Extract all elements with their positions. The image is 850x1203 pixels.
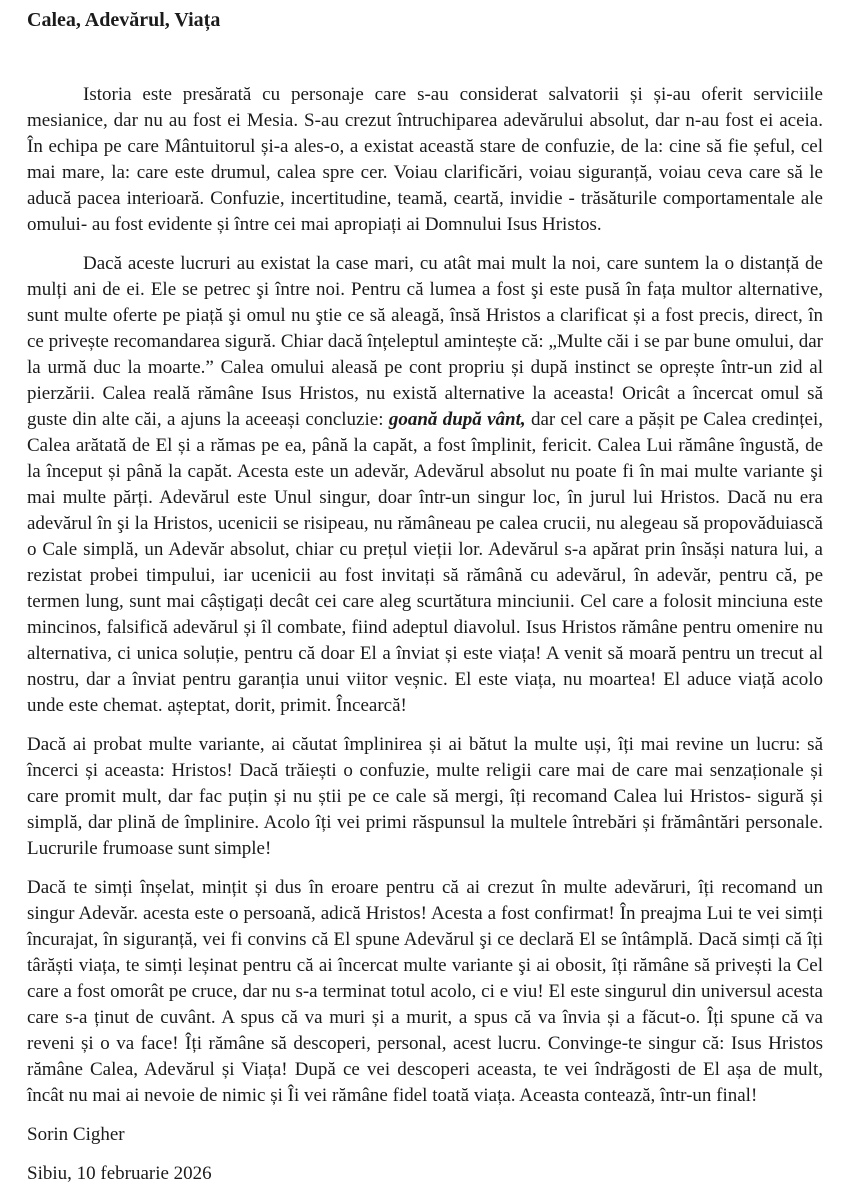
paragraph-2-before-emphasis: Dacă aceste lucruri au existat la case mari, cu atât mai mult la noi, care suntem la o distanță de mulți ani de ei. Ele se petrec şi între noi. Pentru că lumea a fost şi este pusă în fața multor alternative, sunt multe oferte pe piață şi omul nu ştie ce să aleagă, însă Hristos a clarificat și a fost precis, direct, în ce privește recomandarea sigură. Chiar dacă înțeleptul amintește că: „Multe căi i se par bune omului, dar la urmă duc la moarte.” Calea omului aleasă pe cont propriu și după instinct se oprește într-un zid al pierzării. Calea reală rămâne Isus Hristos, nu există alternative la aceasta! Oricât a încercat omul să guste din alte căi, a ajuns la aceeași concluzie: <box>27 253 823 430</box>
document-title: Calea, Adevărul, Viața <box>27 9 221 31</box>
emphasis-phrase: goană după vânt, <box>388 409 526 430</box>
paragraph-3: Dacă ai probat multe variante, ai căutat împlinirea și ai bătut la multe uși, îți mai revine un lucru: să încerci și aceasta: Hristos! Dacă trăiești o confuzie, multe religii care mai de care mai senzaționale și care promit mult, dar fac puțin și nu știi pe ce cale să mergi, îți recomand Calea lui Hristos- sigură și simplă, dar plină de împlinire. Acolo îți vei primi răspunsul la multele întrebări și frământări personale. Lucrurile frumoase sunt simple! <box>27 734 823 859</box>
dateline: Sibiu, 10 februarie 2026 <box>27 1163 212 1184</box>
paragraph-2 <box>27 251 823 719</box>
signature: Sorin Cigher <box>27 1124 125 1145</box>
paragraph-4: Dacă te simți înșelat, mințit și dus în eroare pentru că ai crezut în multe adevăruri, îți recomand un singur Adevăr. acesta este o persoană, adică Hristos! Acesta a fost confirmat! În preajma Lui te vei simți încurajat, în siguranță, vei fi convins că El spune Adevărul şi ce declară El se întâmplă. Dacă simți că îți târăști viața, te simți leșinat pentru că ai încercat multe variante şi ai obosit, îți rămâne să privești la Cel care a fost omorât pe cruce, dar nu s-a terminat totul acolo, ci e viu! El este singurul din universul acesta care s-a ținut de cuvânt. A spus că va muri și a murit, a spus că va învia și a făcut-o. Îți spune că va reveni și o va face! Îți rămâne să descoperi, personal, acest lucru. Convinge-te singur că: Isus Hristos rămâne Calea, Adevărul și Viața! După ce vei descoperi aceasta, te vei îndrăgosti de El așa de mult, încât nu mai ai nevoie de nimic și Îi vei rămâne fidel toată viața. Aceasta contează, într-un final! <box>27 877 823 1106</box>
paragraph-2-after-emphasis: dar cel care a pășit pe Calea credinței, Calea arătată de El și a rămas pe ea, până la capăt, a fost împlinit, fericit. Calea Lui rămâne îngustă, de la început și până la capăt. Acesta este un adevăr, Adevărul absolut nu poate fi în mai multe variante şi mai multe părți. Adevărul este Unul singur, doar într-un singur loc, în jurul lui Hristos. Dacă nu era adevărul în şi la Hristos, ucenicii se risipeau, nu rămâneau pe calea crucii, nu alegeau să propovăduiască o Cale simplă, un Adevăr absolut, chiar cu prețul vieții lor. Adevărul s-a apărat prin însăși natura lui, a rezistat probei timpului, iar ucenicii au fost invitați să rămână cu adevărul, în adevăr, pentru că, pe termen lung, sunt mai câștigați decât cei care aleg scurtătura minciunii. Cel care a folosit minciuna este mincinos, falsifică adevărul și îl combate, fiind adeptul diavolul. Isus Hristos rămâne pentru omenire nu alternativa, ci unica soluție, pentru că doar El a înviat și este viața! A venit să moară pentru un trecut al nostru, dar a înviat pentru garanția unui viitor veșnic. El este viața, nu moartea! El aduce viață acolo unde este chemat. așteptat, dorit, primit. Încearcă! <box>27 409 823 716</box>
paragraph-1: Istoria este presărată cu personaje care s-au considerat salvatorii și și-au oferit serviciile mesianice, dar nu au fost ei Mesia. S-au crezut întruchiparea adevărului absolut, dar n-au fost ei aceia. În echipa pe care Mântuitorul și-a ales-o, a existat această stare de confuzie, de la: cine să fie șeful, cel mai mare, la: care este drumul, calea spre cer. Voiau clarificări, voiau siguranță, voiau ceva care să le aducă pacea interioară. Confuzie, incertitudine, teamă, ceartă, invidie - trăsăturile comportamentale ale omului- au fost evidente și între cei mai apropiați ai Domnului Isus Hristos. <box>27 84 823 235</box>
